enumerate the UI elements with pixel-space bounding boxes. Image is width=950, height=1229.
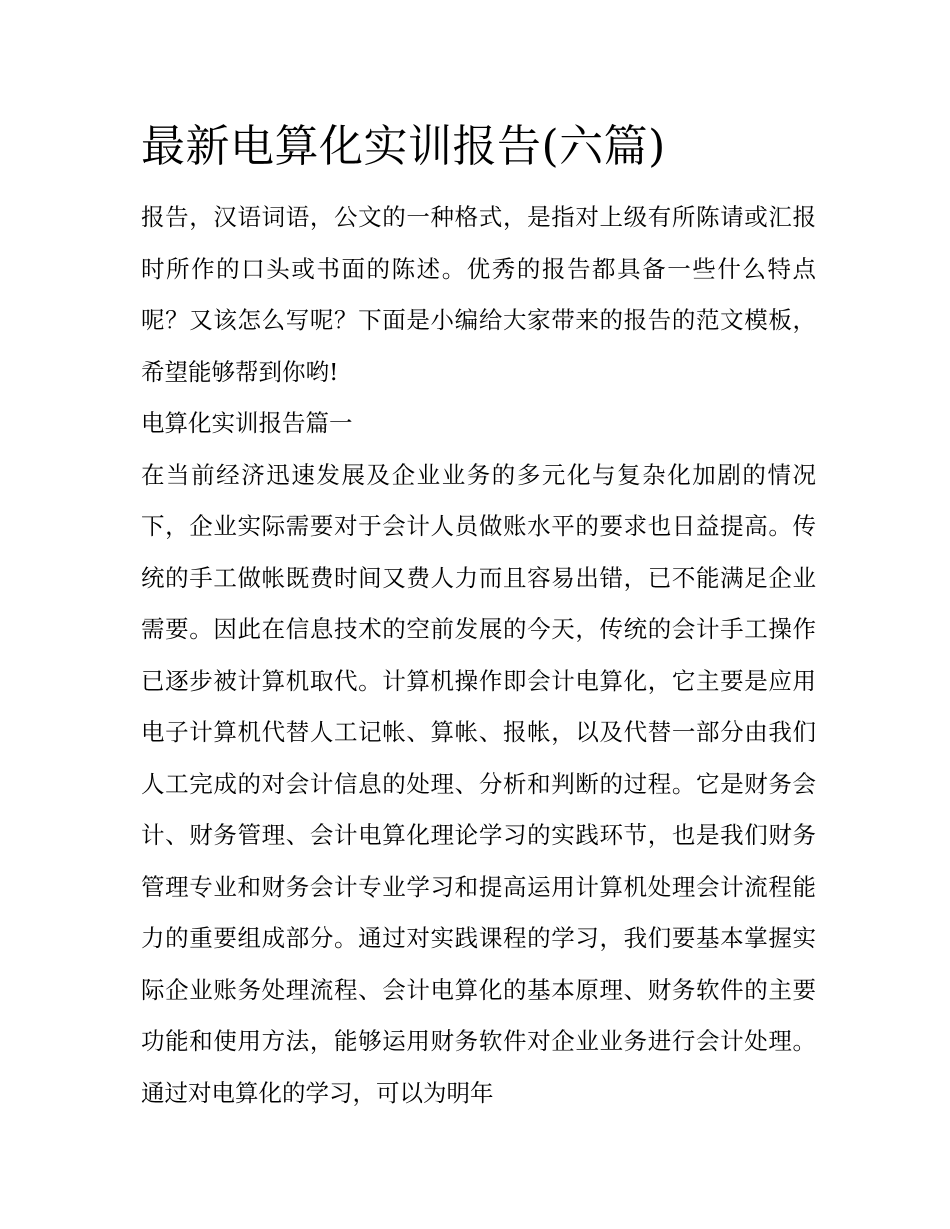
intro-paragraph: 报告，汉语词语，公文的一种格式，是指对上级有所陈请或汇报时所作的口头或书面的陈述。优秀的报告都具备一些什么特点呢？又该怎么写呢？下面是小编给大家带来的报告的范文模板，希望能够帮到你哟! [141, 203, 816, 386]
body-paragraph: 在当前经济迅速发展及企业业务的多元化与复杂化加剧的情况下，企业实际需要对于会计人员做账水平的要求也日益提高。传统的手工做帐既费时间又费人力而且容易出错，已不能满足企业需要。因此在信息技术的空前发展的今天，传统的会计手工操作已逐步被计算机取代。计算机操作即会计电算化，它主要是应用电子计算机代替人工记帐、算帐、报帐，以及代替一部分由我们人工完成的对会计信息的处理、分析和判断的过程。它是财务会计、财务管理、会计电算化理论学习的实践环节，也是我们财务管理专业和财务会计专业学习和提高运用计算机处理会计流程能力的重要组成部分。通过对实践课程的学习，我们要基本掌握实际企业账务处理流程、会计电算化的基本原理、财务软件的主要功能和使用方法，能够运用财务软件对企业业务进行会计处理。通过对电算化的学习，可以为明年 [141, 460, 816, 1107]
document-title: 最新电算化实训报告(六篇) [141, 121, 666, 172]
document-content [141, 112, 816, 1119]
section-heading: 电算化实训报告篇一 [141, 409, 353, 437]
